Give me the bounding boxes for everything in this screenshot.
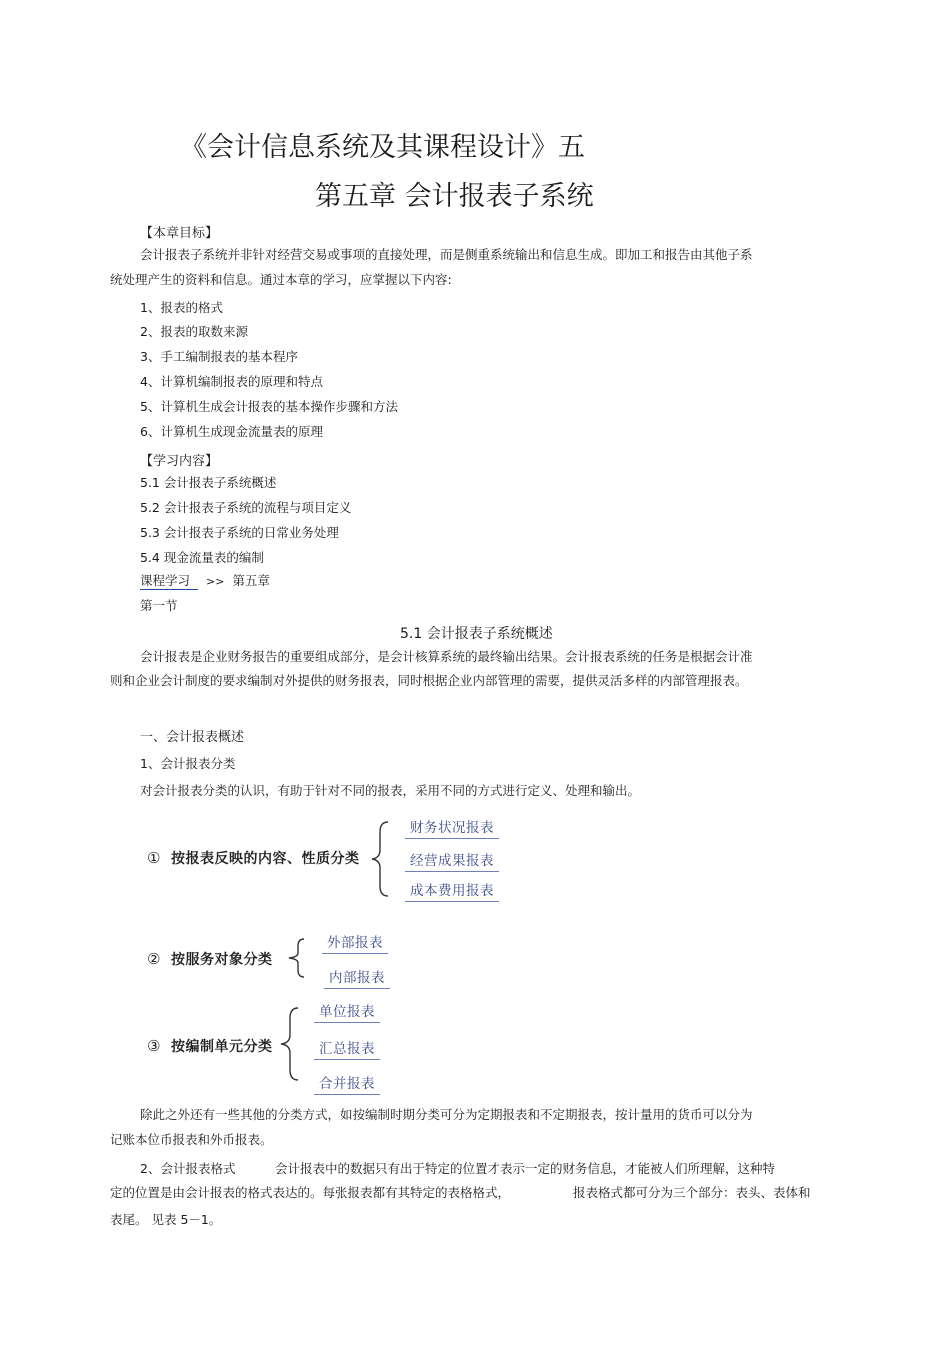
breadcrumb-current: 第五章 bbox=[232, 573, 270, 588]
brace-icon bbox=[370, 820, 390, 898]
section-title: 5.1 会计报表子系统概述 bbox=[400, 626, 553, 642]
format-para-line-2b: 报表格式都可分为三个部分：表头、表体和 bbox=[573, 1185, 811, 1200]
breadcrumb-link-course[interactable]: 课程学习 bbox=[140, 573, 198, 590]
circled-number: ③ bbox=[147, 1037, 161, 1055]
leaf-consolidated-report: 合并报表 bbox=[314, 1072, 380, 1095]
classification-label-content: ① 按报表反映的内容、性质分类 bbox=[147, 849, 360, 867]
content-item: 5.2 会计报表子系统的流程与项目定义 bbox=[140, 500, 352, 515]
format-para-line-2a: 定的位置是由会计报表的格式表达的。每张报表都有其特定的表格格式， bbox=[110, 1185, 511, 1200]
document-title: 《会计信息系统及其课程设计》五 bbox=[180, 132, 585, 163]
objective-item: 1、报表的格式 bbox=[140, 300, 223, 315]
objective-item: 5、计算机生成会计报表的基本操作步骤和方法 bbox=[140, 399, 398, 414]
objective-item: 3、手工编制报表的基本程序 bbox=[140, 349, 298, 364]
other-para-line-1: 除此之外还有一些其他的分类方式，如按编制时期分类可分为定期报表和不定期报表，按计量用的货币可以分为 bbox=[140, 1107, 753, 1122]
objective-item: 2、报表的取数来源 bbox=[140, 324, 248, 339]
circled-number: ② bbox=[147, 950, 161, 968]
section-para-line-2: 则和企业会计制度的要求编制对外提供的财务报表，同时根据企业内部管理的需要，提供灵活多样的内部管理报表。 bbox=[110, 673, 748, 688]
breadcrumb bbox=[140, 571, 270, 589]
section-label: 第一节 bbox=[140, 598, 178, 613]
content-item: 5.3 会计报表子系统的日常业务处理 bbox=[140, 525, 339, 540]
content-item: 5.1 会计报表子系统概述 bbox=[140, 475, 277, 490]
objectives-heading: 【本章目标】 bbox=[140, 226, 219, 241]
intro-line-2: 统处理产生的资料和信息。通过本章的学习，应掌握以下内容: bbox=[110, 272, 452, 287]
objective-item: 4、计算机编制报表的原理和特点 bbox=[140, 374, 323, 389]
objective-item: 6、计算机生成现金流量表的原理 bbox=[140, 424, 323, 439]
sub-sub-heading: 1、会计报表分类 bbox=[140, 756, 236, 771]
leaf-internal-report: 内部报表 bbox=[324, 966, 390, 989]
circled-number: ① bbox=[147, 849, 161, 867]
brace-icon bbox=[278, 1006, 300, 1082]
format-para-line-3: 表尾。 见表 5－1。 bbox=[110, 1212, 222, 1227]
classification-label-unit: ③ 按编制单元分类 bbox=[147, 1037, 273, 1055]
format-para-line-1a: 2、会计报表格式 bbox=[140, 1161, 236, 1176]
leaf-operating-results-report: 经营成果报表 bbox=[405, 849, 499, 872]
sub-heading: 一、会计报表概述 bbox=[140, 730, 245, 745]
contents-heading: 【学习内容】 bbox=[140, 454, 219, 469]
leaf-financial-position-report: 财务状况报表 bbox=[405, 816, 499, 839]
intro-line-1: 会计报表子系统并非针对经营交易或事项的直接处理，而是侧重系统输出和信息生成。即加工和报告由其他子系 bbox=[140, 247, 753, 262]
format-para-line-1b: 会计报表中的数据只有出于特定的位置才表示一定的财务信息，才能被人们所理解，这种特 bbox=[275, 1161, 776, 1176]
breadcrumb-separator: >> bbox=[206, 575, 225, 588]
content-item: 5.4 现金流量表的编制 bbox=[140, 550, 264, 565]
classification-label-audience: ② 按服务对象分类 bbox=[147, 950, 273, 968]
other-para-line-2: 记账本位币报表和外币报表。 bbox=[110, 1132, 273, 1147]
leaf-external-report: 外部报表 bbox=[322, 931, 388, 954]
leaf-summary-report: 汇总报表 bbox=[314, 1037, 380, 1060]
classify-para: 对会计报表分类的认识，有助于针对不同的报表，采用不同的方式进行定义、处理和输出。 bbox=[140, 783, 641, 798]
leaf-cost-expense-report: 成本费用报表 bbox=[405, 879, 499, 902]
brace-icon bbox=[286, 937, 306, 979]
leaf-unit-report: 单位报表 bbox=[314, 1000, 380, 1023]
chapter-title: 第五章 会计报表子系统 bbox=[315, 181, 594, 212]
section-para-line-1: 会计报表是企业财务报告的重要组成部分，是会计核算系统的最终输出结果。会计报表系统的任务是根据会计准 bbox=[140, 649, 753, 664]
